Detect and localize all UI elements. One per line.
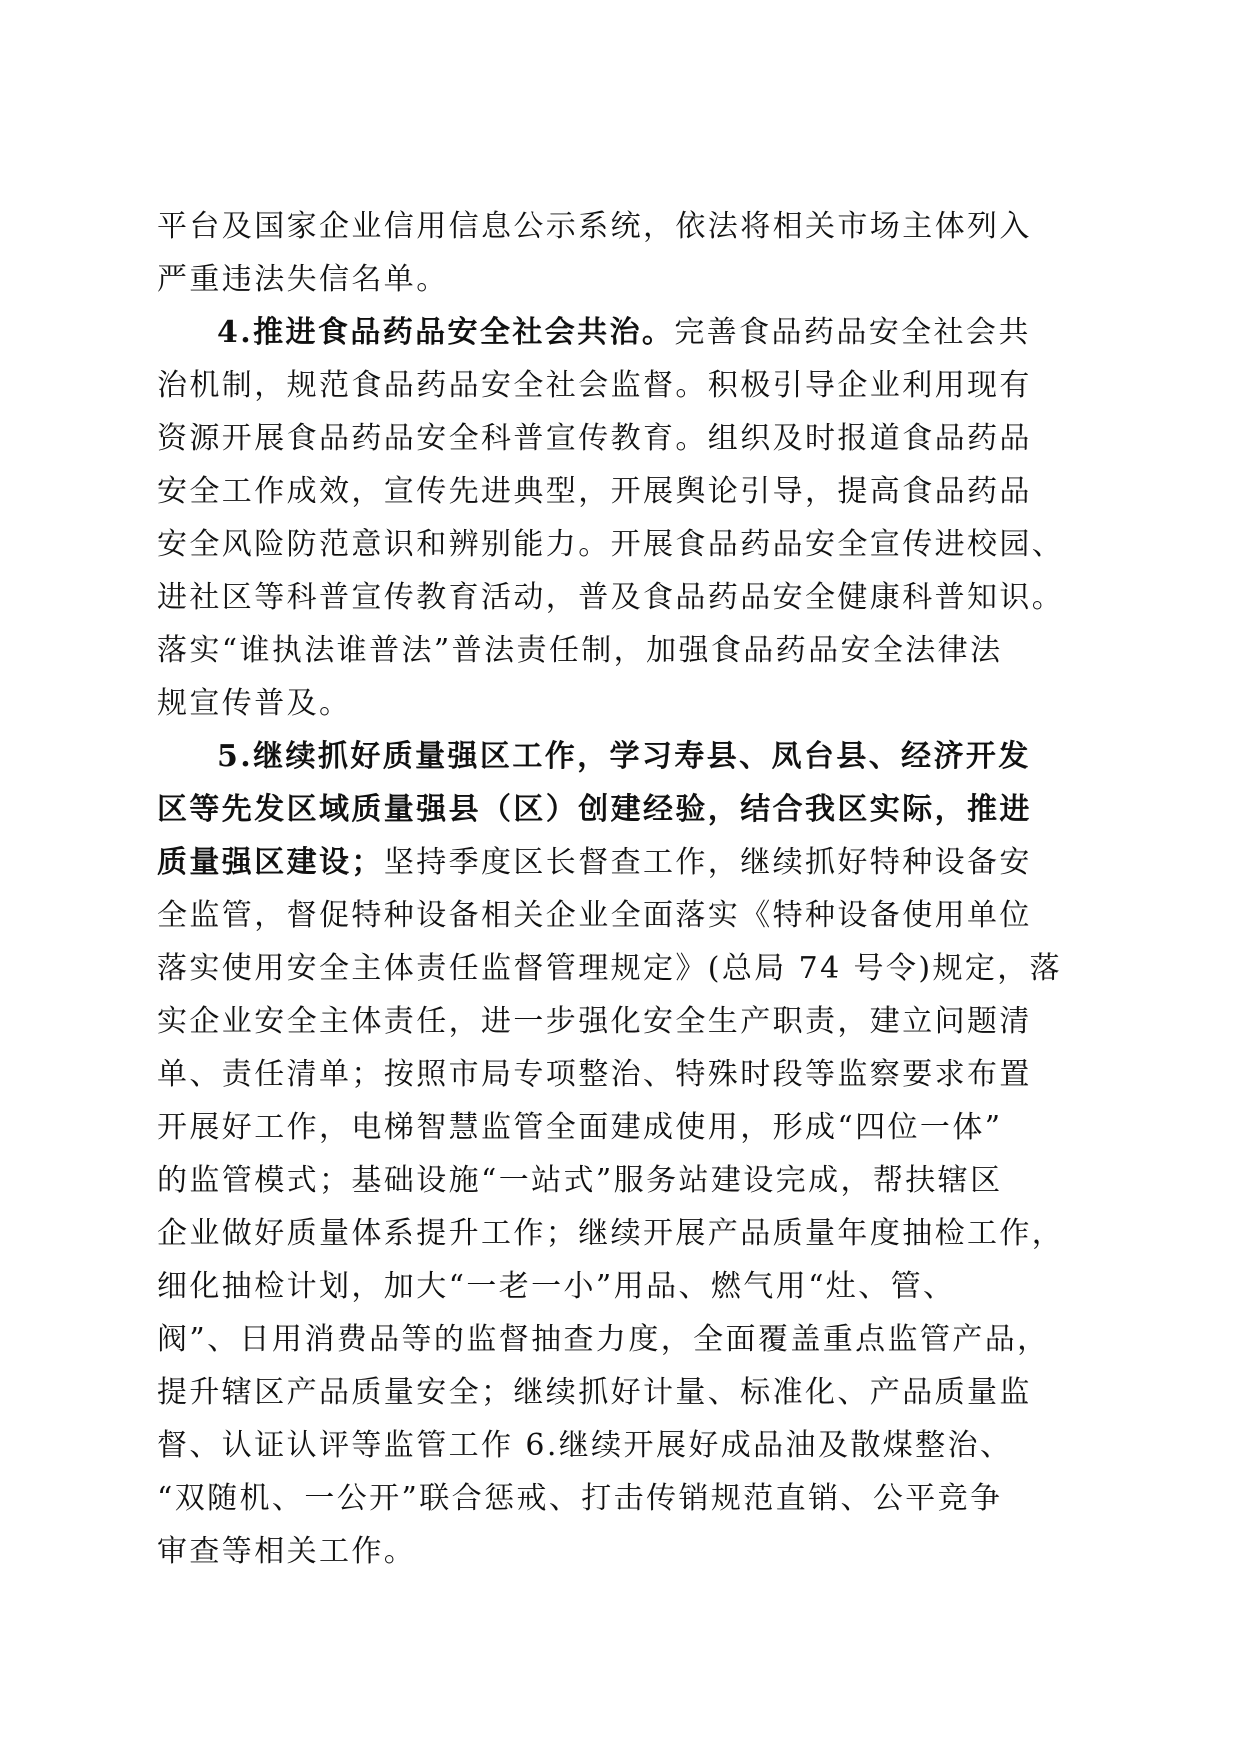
text-line: 督、认证认评等监管工作 6.继续开展好成品油及散煤整治、 bbox=[157, 1428, 1013, 1463]
paragraph-4-first-line: 完善食品药品安全社会共 bbox=[674, 315, 1031, 350]
text-line: 资源开展食品药品安全科普宣传教育。组织及时报道食品药品 bbox=[157, 421, 1032, 456]
text-line: 企业做好质量体系提升工作；继续开展产品质量年度抽检工作， bbox=[157, 1216, 1065, 1251]
text-line: 单、责任清单；按照市局专项整治、特殊时段等监察要求布置 bbox=[157, 1057, 1032, 1092]
text-line: 安全工作成效，宣传先进典型，开展舆论引导，提高食品药品 bbox=[157, 474, 1032, 509]
paragraph-5-third-line: 坚持季度区长督查工作，继续抓好特种设备安 bbox=[383, 845, 1032, 880]
text-line: 细化抽检计划，加大“一老一小”用品、燃气用“灶、管、 bbox=[157, 1269, 956, 1304]
paragraph-5-heading-last: 质量强区建设； bbox=[157, 845, 384, 880]
text-line: 审查等相关工作。 bbox=[157, 1534, 417, 1569]
text-line: 治机制，规范食品药品安全社会监督。积极引导企业利用现有 bbox=[157, 368, 1032, 403]
paragraph-5-heading-line: 区等先发区域质量强县（区）创建经验，结合我区实际，推进 bbox=[157, 792, 1032, 827]
text-line: 平台及国家企业信用信息公示系统，依法将相关市场主体列入 bbox=[157, 209, 1032, 244]
text-line bbox=[157, 306, 1092, 359]
text-line: 安全风险防范意识和辨别能力。开展食品药品安全宣传进校园、 bbox=[157, 527, 1065, 562]
text-line: 落实“谁执法谁普法”普法责任制，加强食品药品安全法律法 bbox=[157, 633, 1003, 668]
text-line: 落实使用安全主体责任监督管理规定》(总局 74 号令)规定，落 bbox=[157, 951, 1063, 986]
text-line: 的监管模式；基础设施“一站式”服务站建设完成，帮扶辖区 bbox=[157, 1163, 1003, 1198]
text-line: 阀”、日用消费品等的监督抽查力度，全面覆盖重点监管产品， bbox=[157, 1322, 1050, 1357]
text-line: 开展好工作，电梯智慧监管全面建成使用，形成“四位一体” bbox=[157, 1110, 1003, 1145]
paragraph-5 bbox=[157, 730, 1092, 1578]
text-line: 严重违法失信名单。 bbox=[157, 262, 449, 297]
text-line: “双随机、一公开”联合惩戒、打击传销规范直销、公平竞争 bbox=[157, 1481, 1003, 1516]
paragraph-4-heading: 4.推进食品药品安全社会共治。 bbox=[217, 315, 675, 350]
paragraph-5-heading-line: 5.继续抓好质量强区工作，学习寿县、凤台县、经济开发 bbox=[217, 739, 1031, 774]
document-body bbox=[157, 200, 1092, 1578]
paragraph-4 bbox=[157, 306, 1092, 730]
paragraph-3-tail bbox=[157, 200, 1092, 306]
text-line: 进社区等科普宣传教育活动，普及食品药品安全健康科普知识。 bbox=[157, 580, 1065, 615]
text-line bbox=[157, 836, 1092, 889]
text-line: 实企业安全主体责任，进一步强化安全生产职责，建立问题清 bbox=[157, 1004, 1032, 1039]
text-line: 全监管，督促特种设备相关企业全面落实《特种设备使用单位 bbox=[157, 898, 1032, 933]
text-line: 提升辖区产品质量安全；继续抓好计量、标准化、产品质量监 bbox=[157, 1375, 1032, 1410]
text-line: 规宣传普及。 bbox=[157, 686, 352, 721]
